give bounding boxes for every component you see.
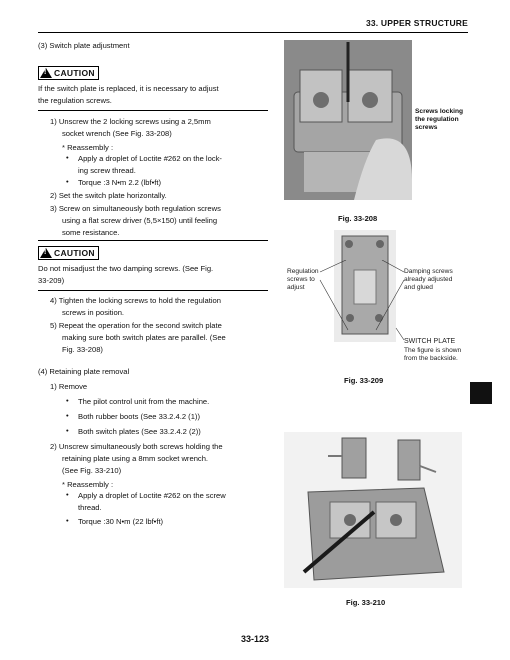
fig209-left-3: adjust (287, 284, 305, 291)
caution-rule (38, 110, 268, 111)
step5-a: 5) Repeat the operation for the second switch plate (50, 321, 222, 330)
step5-c: Fig. 33-208) (62, 345, 103, 354)
fig209-leader-lines (300, 260, 430, 350)
s4-bullet4-b: thread. (78, 503, 102, 512)
s4-reassembly: * Reassembly : (62, 480, 114, 489)
s4-step2-b: retaining plate using a 8mm socket wrench. (62, 454, 209, 463)
s4-bullet5: Torque :30 N•m (22 lbf•ft) (78, 517, 164, 526)
bullet-glyph: • (66, 516, 69, 525)
bullet1-a: Apply a droplet of Loctite #262 on the lock- (78, 154, 222, 163)
caution2-text-2: 33-209) (38, 276, 65, 285)
section4-heading: (4) Retaining plate removal (38, 367, 130, 376)
reassembly-1: * Reassembly : (62, 143, 114, 152)
caution-text-2: the regulation screws. (38, 96, 112, 105)
caution-box (38, 66, 99, 80)
section-tab-marker (470, 382, 492, 404)
fig209-right-1: Damping screws (404, 268, 453, 275)
figure-33-210-photo (284, 432, 462, 588)
fig209-right-2: already adjusted (404, 276, 453, 283)
header-title: 33. UPPER STRUCTURE (365, 18, 468, 28)
s4-step1: 1) Remove (50, 382, 88, 391)
s4-bullet1: The pilot control unit from the machine. (78, 397, 210, 406)
s4-step2-a: 2) Unscrew simultaneously both screws holding the (50, 442, 223, 451)
caution2-rule (38, 290, 268, 291)
fig209-plate-2: The figure is shown (404, 347, 462, 354)
step5-b: making sure both switch plates are parallel. (See (62, 333, 226, 342)
bullet2: Torque :3 N•m 2.2 (lbf•ft) (78, 178, 161, 187)
bullet-glyph: • (66, 396, 69, 405)
fig208-callout-2: the regulation (415, 116, 459, 123)
s4-bullet4-a: Apply a droplet of Loctite #262 on the screw (78, 491, 226, 500)
bullet-glyph: • (66, 490, 69, 499)
bullet-glyph: • (66, 411, 69, 420)
header-rule (38, 32, 468, 33)
fig209-left-1: Regulation (287, 268, 319, 275)
step1-a: 1) Unscrew the 2 locking screws using a 2,5mm (50, 117, 211, 126)
figure-33-208-photo (284, 40, 412, 200)
section3-heading: (3) Switch plate adjustment (38, 41, 130, 50)
warning-icon (40, 248, 52, 258)
page-number: 33-123 (240, 634, 270, 644)
section-rule (38, 240, 268, 241)
step3-b: using a flat screw driver (5,5×150) until feeling (62, 216, 218, 225)
fig209-left-2: screws to (287, 276, 315, 283)
fig210-illustration (284, 432, 462, 588)
bullet-glyph: • (66, 153, 69, 162)
fig210-caption: Fig. 33-210 (346, 598, 386, 607)
step2: 2) Set the switch plate horizontally. (50, 191, 167, 200)
step3-a: 3) Screw on simultaneously both regulation screws (50, 204, 221, 213)
bullet-glyph: • (66, 177, 69, 186)
bullet-glyph: • (66, 426, 69, 435)
step3-c: some resistance. (62, 228, 120, 237)
fig208-callout-1: Screws locking (415, 108, 464, 115)
fig209-plate-1: SWITCH PLATE (404, 338, 456, 345)
fig208-illustration (284, 40, 412, 200)
step1-b: socket wrench (See Fig. 33-208) (62, 129, 172, 138)
caution-box-2 (38, 246, 99, 260)
step4-b: screws in position. (62, 308, 125, 317)
fig209-caption: Fig. 33-209 (344, 376, 384, 385)
s4-bullet2: Both rubber boots (See 33.2.4.2 (1)) (78, 412, 200, 421)
fig208-caption: Fig. 33-208 (338, 214, 378, 223)
warning-icon (40, 68, 52, 78)
caution2-text-1: Do not misadjust the two damping screws. (See Fig. (38, 264, 214, 273)
s4-bullet3: Both switch plates (See 33.2.4.2 (2)) (78, 427, 201, 436)
fig209-right-3: and glued (404, 284, 433, 291)
s4-step2-c: (See Fig. 33-210) (62, 466, 122, 475)
fig208-callout-3: screws (415, 124, 438, 131)
caution-label-2: CAUTION (54, 248, 95, 258)
page-header (38, 18, 468, 32)
caution-label: CAUTION (54, 68, 95, 78)
caution-text-1: If the switch plate is replaced, it is necessary to adjust (38, 84, 219, 93)
fig209-plate-3: from the backside. (404, 355, 458, 362)
bullet1-b: ing screw thread. (78, 166, 136, 175)
step4-a: 4) Tighten the locking screws to hold the regulation (50, 296, 221, 305)
